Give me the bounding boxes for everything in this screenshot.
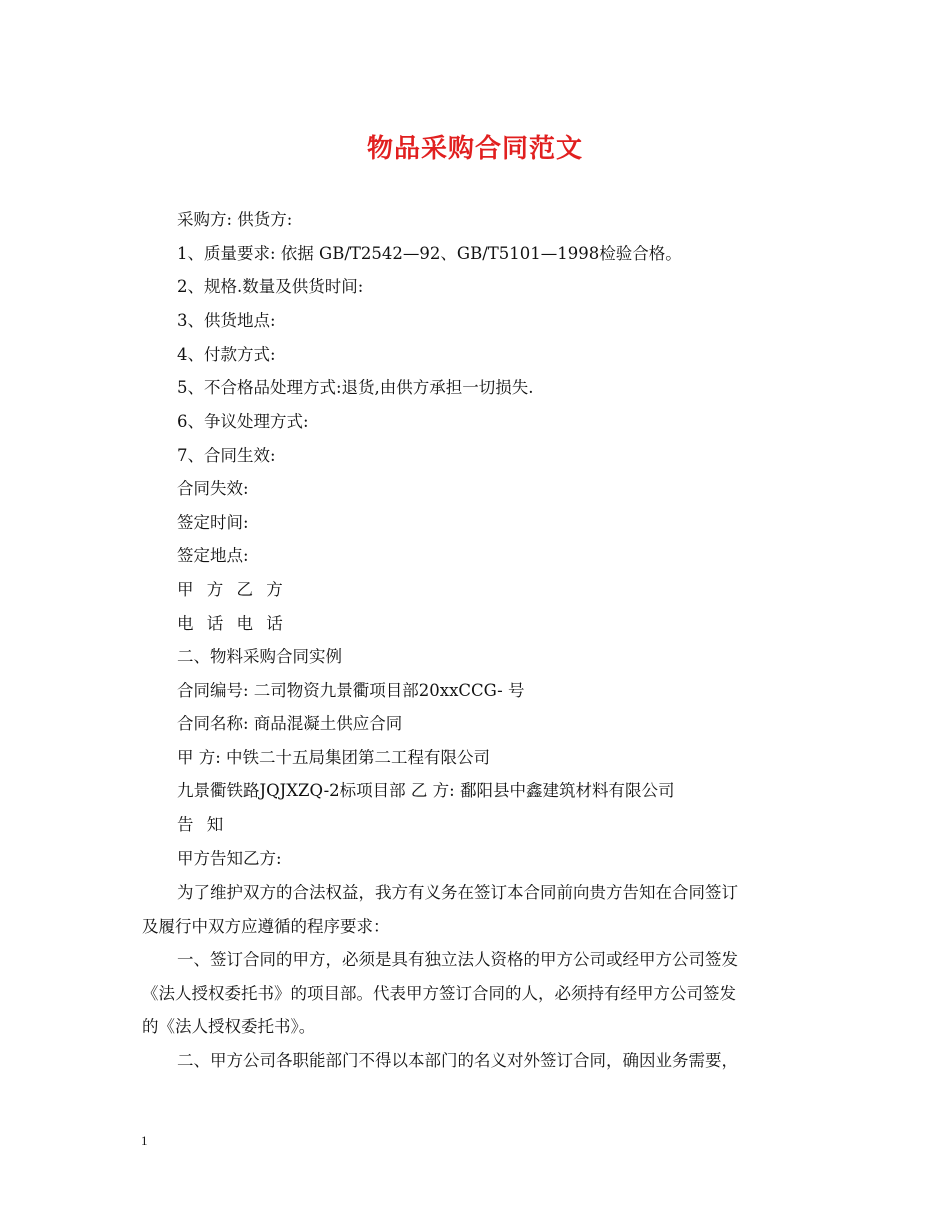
text-line: 合同名称: 商品混凝土供应合同 xyxy=(177,714,403,733)
text-line: 电 话 电 话 xyxy=(177,614,287,633)
text-line: 签定地点: xyxy=(177,546,249,565)
paragraph xyxy=(142,1044,812,1078)
text-line: 甲 方: 中铁二十五局集团第二工程有限公司 xyxy=(177,748,491,767)
section-heading: 二、物料采购合同实例 xyxy=(177,647,342,666)
paragraph-line: 一、签订合同的甲方，必须是具有独立法人资格的甲方公司或经甲方公司签发 xyxy=(177,950,738,969)
text-line: 3、供货地点: xyxy=(177,311,276,330)
document-title: 物品采购合同范文 xyxy=(366,134,583,164)
text-line: 4、付款方式: xyxy=(177,345,276,364)
text-line: 6、争议处理方式: xyxy=(177,412,309,431)
text-line: 甲 方 乙 方 xyxy=(177,580,287,599)
paragraph-line: 为了维护双方的合法权益，我方有义务在签订本合同前向贵方告知在合同签订 xyxy=(177,883,738,902)
paragraph-line: 《法人授权委托书》的项目部。代表甲方签订合同的人，必须持有经甲方公司签发 xyxy=(142,983,736,1003)
text-line: 合同编号: 二司物资九景衢项目部20xxCCG- 号 xyxy=(177,681,525,700)
paragraph-line: 及履行中双方应遵循的程序要求： xyxy=(142,916,390,936)
text-line: 5、不合格品处理方式:退货,由供方承担一切损失. xyxy=(177,378,534,397)
text-line: 甲方告知乙方: xyxy=(177,849,282,868)
text-line: 采购方: 供货方: xyxy=(177,210,293,229)
page-number: 1 xyxy=(141,1133,148,1148)
paragraph xyxy=(142,943,812,1044)
text-line: 告 知 xyxy=(177,815,228,834)
text-line: 签定时间: xyxy=(177,513,249,532)
paragraph-line: 的《法人授权委托书》。 xyxy=(142,1017,316,1036)
paragraph-line: 二、甲方公司各职能部门不得以本部门的名义对外签订合同，确因业务需要， xyxy=(177,1051,738,1070)
text-line: 2、规格.数量及供货时间: xyxy=(177,277,364,296)
paragraph xyxy=(142,876,812,943)
text-line: 合同失效: xyxy=(177,479,249,498)
text-line: 1、质量要求: 依据 GB/T2542—92、GB/T5101—1998检验合格。 xyxy=(177,244,682,263)
text-line: 7、合同生效: xyxy=(177,446,276,465)
text-line: 九景衢铁路JQJXZQ-2标项目部 乙 方: 鄱阳县中鑫建筑材料有限公司 xyxy=(177,781,675,800)
